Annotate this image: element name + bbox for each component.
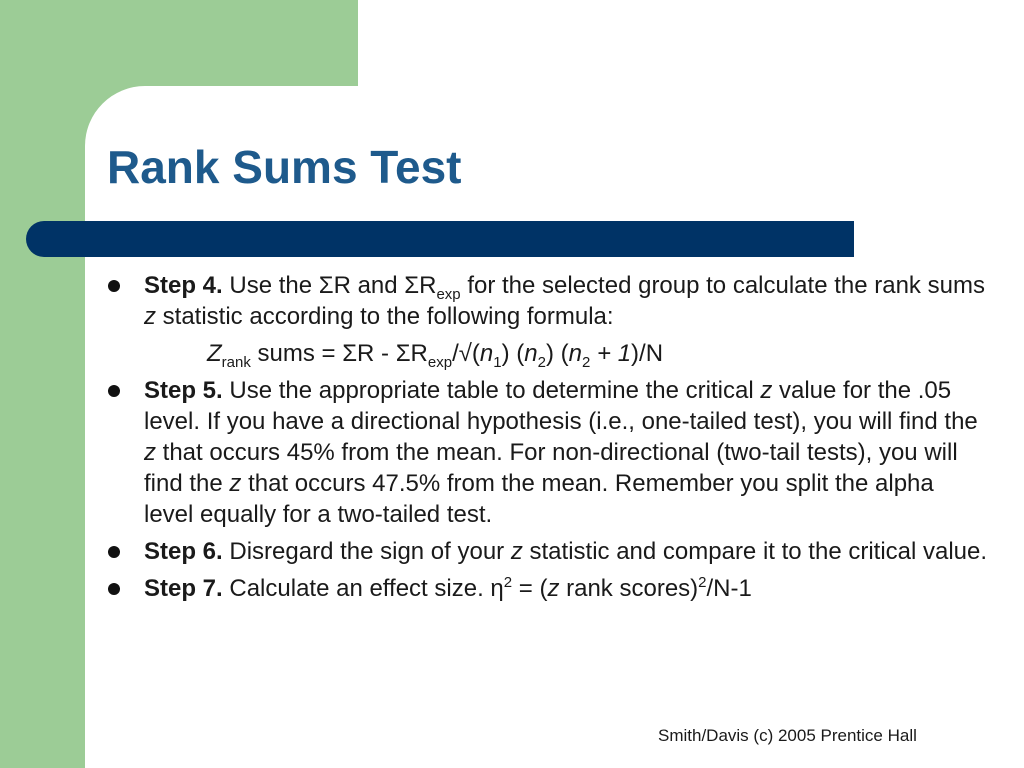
z-variable: z [229,470,242,497]
z-variable: z [144,439,156,466]
subscript: 2 [537,353,546,371]
step-text: Use the appropriate table to determine the critical [222,377,761,404]
z-variable: z [510,538,523,565]
bullet-list [108,270,988,610]
formula-plus-one: + 1 [590,340,632,367]
z-variable: z [144,303,156,330]
step-label: Step 6. [144,538,223,565]
title-divider-bar [26,221,854,257]
formula-n: n [568,340,582,367]
step-text: Calculate an effect size. η [222,575,504,602]
superscript: 2 [698,574,707,591]
formula-z: Z [207,340,222,367]
step-label: Step 7. [144,575,223,602]
bullet-icon [108,546,120,558]
bullet-icon [108,280,120,292]
subscript: 2 [582,353,591,371]
subscript: exp [436,285,461,303]
footer-credit: Smith/Davis (c) 2005 Prentice Hall [658,726,917,745]
formula-line [108,338,988,369]
step-text: = ( [512,575,548,602]
bullet-icon [108,385,120,397]
slide-title: Rank Sums Test [107,141,462,193]
superscript: 2 [503,574,513,591]
step-text: value for the .05 level. If you have a directional hypothesis (i.e., one-tailed test), you will find the [144,377,978,435]
list-item-step-7 [108,573,988,604]
step-text: that occurs 47.5% from the mean. Remember you split the alpha level equally for a two-tailed test. [144,470,934,528]
step-label: Step 4. [144,272,223,299]
formula-text: ) ( [545,340,569,367]
z-variable: z [760,377,773,404]
formula-n: n [479,340,494,367]
step-text: Use the ΣR and ΣR [222,272,437,299]
z-variable: z [547,575,560,602]
step-text: that occurs 45% from the mean. For non-directional (two-tail tests), you will find the [144,439,958,497]
step-text: statistic according to the following formula: [156,303,614,330]
step-text: statistic and compare it to the critical value. [522,538,988,565]
step-text: rank scores) [559,575,699,602]
subscript: 1 [493,353,502,371]
step-text: /N-1 [706,575,752,602]
step-label: Step 5. [144,377,223,404]
formula-text: )/N [631,340,664,367]
list-item-step-6 [108,536,988,567]
list-item-step-4 [108,270,988,332]
formula-text: ) ( [501,340,525,367]
formula-text: /√( [452,340,480,367]
formula-n: n [524,340,538,367]
bullet-icon [108,583,120,595]
formula-text: sums = ΣR - ΣR [250,340,428,367]
step-text: for the selected group to calculate the rank sums [460,272,985,299]
step-text: Disregard the sign of your [222,538,511,565]
list-item-step-5 [108,375,988,530]
subscript: rank [221,353,251,371]
subscript: exp [427,353,453,371]
